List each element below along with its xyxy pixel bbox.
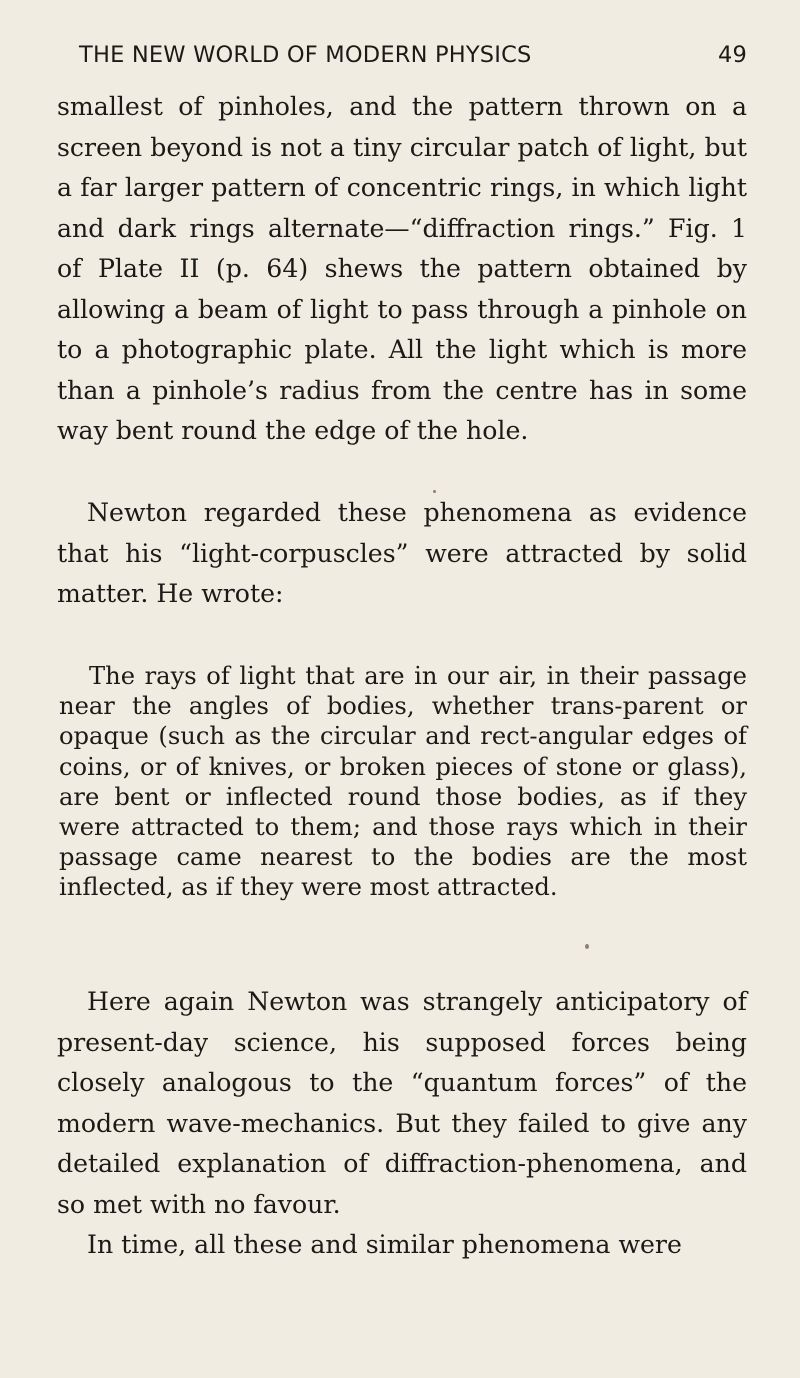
paragraph-newton-evidence: Newton regarded these phenomena as evidence that his “light-corpuscles” were attracted by solid matter. He wrote: (57, 498, 747, 608)
paper-speck (585, 944, 589, 949)
book-page (57, 0, 747, 1378)
paragraph-continued: smallest of pinholes, and the pattern thrown on a screen beyond is not a tiny circular patch of light, but a far larger pattern of concentric rings, in which light and dark rings alternate—“diffraction rings.” Fig. 1 of Plate II (p. 64) shews the pattern obtained by allowing a beam of light to pass through a pinhole on to a photographic plate. All the light which is more than a pinhole’s radius from the centre has in some way bent round the edge of the hole. (57, 92, 747, 445)
paragraph-anticipatory: Here again Newton was strangely anticipatory of present-day science, his supposed forces being closely analogous to the “quantum forces” of the modern wave-mechanics. But they failed to give any detailed explanation of diffraction-phenomena, and so met with no favour. (57, 987, 747, 1219)
running-head-title: THE NEW WORLD OF MODERN PHYSICS (79, 42, 532, 68)
running-head (79, 42, 747, 78)
paragraph-in-time: In time, all these and similar phenomena were (87, 1230, 682, 1259)
page-number: 49 (717, 42, 747, 68)
block-quote-newton: The rays of light that are in our air, in their passage near the angles of bodies, whether trans-parent or opaque (such as the circular and rect-angular edges of coins, or of knives, or broken pieces of stone or glass), are bent or inflected round those bodies, as if they were attracted to them; and those rays which in their passage came nearest to the bodies are the most inflected, as if they were most attracted. (59, 662, 747, 902)
paper-speck (433, 490, 436, 493)
